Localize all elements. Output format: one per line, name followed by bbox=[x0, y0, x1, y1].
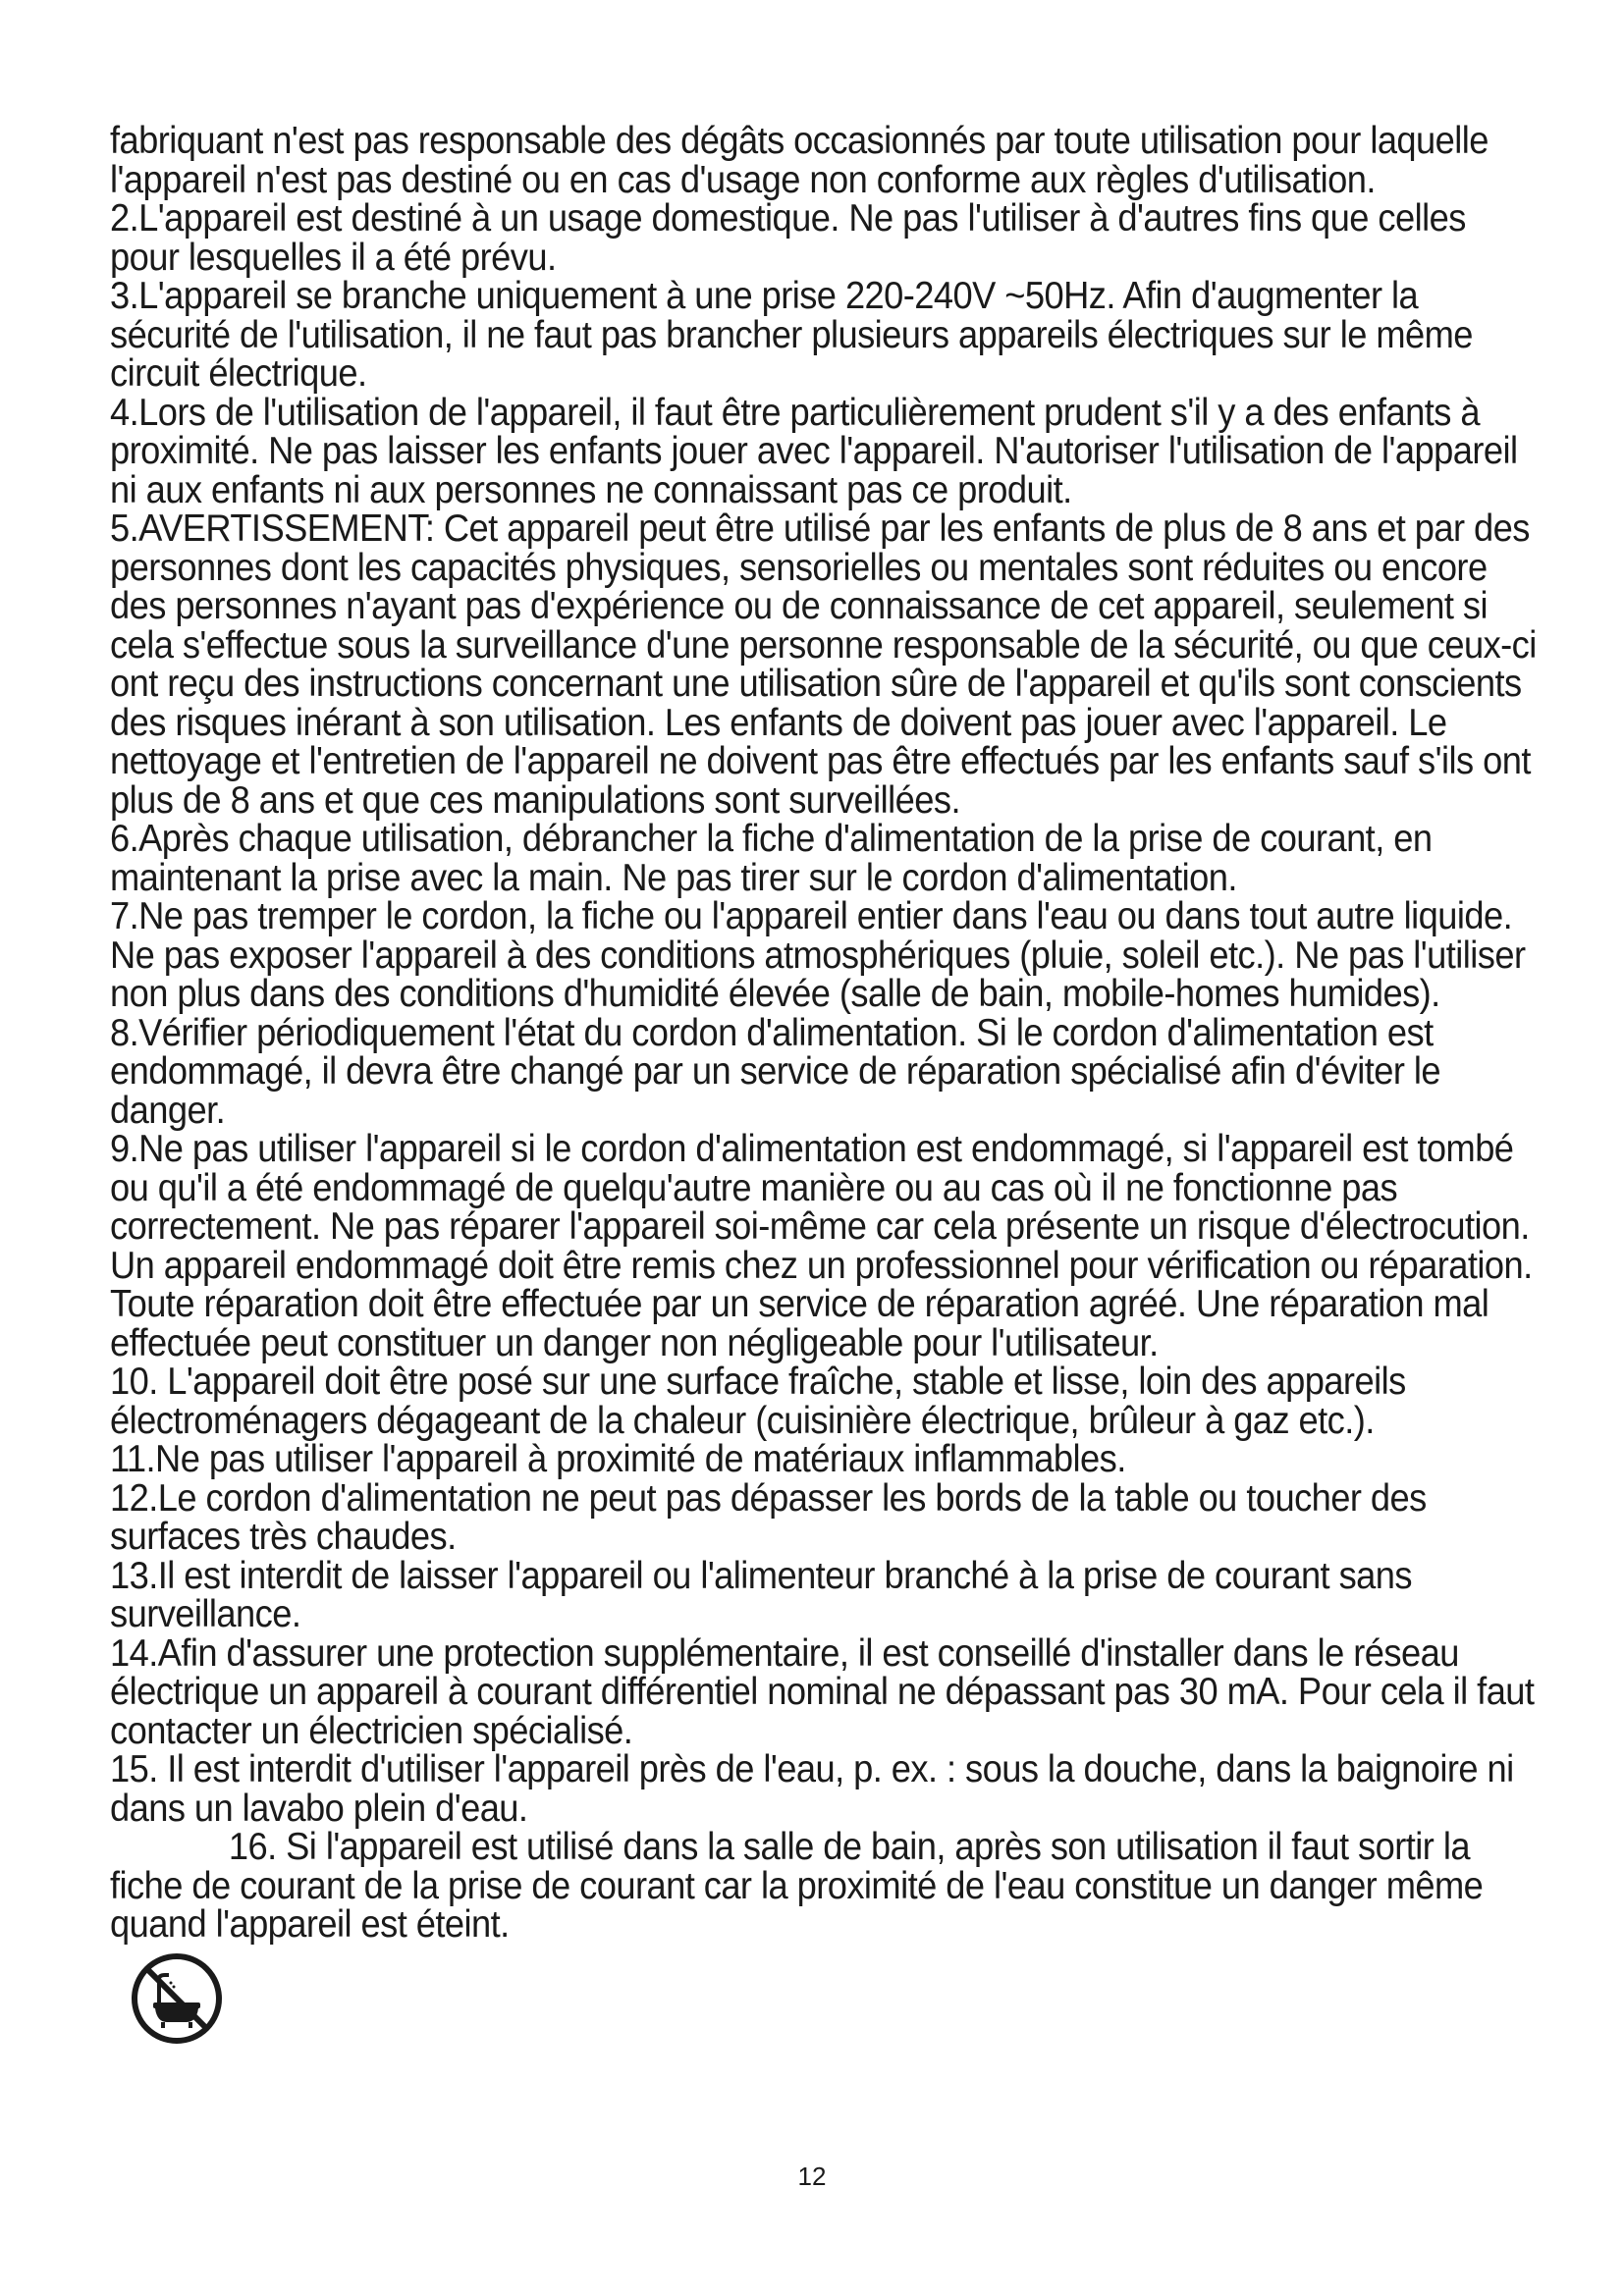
page-number: 12 bbox=[797, 2162, 827, 2191]
no-bathtub-icon bbox=[128, 1949, 226, 2048]
paragraph-14: 14.Afin d'assurer une protection supplémentaire, il est conseillé d'installer dans le réseau électrique un appareil à courant différentiel nominal ne dépassant pas 30 mA. Pour cela il faut contacter un électricien spécialisé. bbox=[110, 1631, 1535, 1752]
paragraph-15: 15. Il est interdit d'utiliser l'appareil près de l'eau, p. ex. : sous la douche, dans la baignoire ni dans un lavabo plein d'eau. bbox=[110, 1748, 1514, 1830]
paragraph-9: 9.Ne pas utiliser l'appareil si le cordon d'alimentation est endommagé, si l'appareil est tombé ou qu'il a été endommagé de quelqu'autre manière ou au cas où il ne fonctionne pas correctement. Ne pas réparer l'appareil soi-même car cela présente un risque d'électrocution. Un appareil endommagé doit être remis chez un professionnel pour vérification ou réparation. Toute réparation doit être effectuée par un service de réparation agréé. Une réparation mal effectuée peut constituer un danger non négligeable pour l'utilisateur. bbox=[110, 1128, 1533, 1364]
paragraph-3: 3.L'appareil se branche uniquement à une prise 220-240V ~50Hz. Afin d'augmenter la sécurité de l'utilisation, il ne faut pas brancher plusieurs appareils électriques sur le même circuit électrique. bbox=[110, 275, 1473, 395]
paragraph-5: 5.AVERTISSEMENT: Cet appareil peut être utilisé par les enfants de plus de 8 ans et par des personnes dont les capacités physiques, sensorielles ou mentales sont réduites ou encore des personnes n'ayant pas d'expérience ou de connaissance de cet appareil, seulement si cela s'effectue sous la surveillance d'une personne responsable de la sécurité, ou que ceux-ci ont reçu des instructions concernant une utilisation sûre de l'appareil et qu'ils sont conscients des risques inérant à son utilisation. Les enfants de doivent pas jouer avec l'appareil. Le nettoyage et l'entretien de l'appareil ne doivent pas être effectués par les enfants sauf s'ils ont plus de 8 ans et que ces manipulations sont surveillées. bbox=[110, 507, 1537, 822]
paragraph-13: 13.Il est interdit de laisser l'appareil ou l'alimenteur branché à la prise de courant sans surveillance. bbox=[110, 1554, 1412, 1635]
document-body bbox=[110, 122, 1543, 1945]
paragraph-16: 16. Si l'appareil est utilisé dans la salle de bain, après son utilisation il faut sortir la fiche de courant de la prise de courant car la proximité de l'eau constitue un danger même quand l'appareil est éteint. bbox=[110, 1826, 1484, 1946]
paragraph-10: 10. L'appareil doit être posé sur une surface fraîche, stable et lisse, loin des appareils électroménagers dégageant de la chaleur (cuisinière électrique, brûleur à gaz etc.). bbox=[110, 1361, 1406, 1442]
paragraph-6: 6.Après chaque utilisation, débrancher la fiche d'alimentation de la prise de courant, en maintenant la prise avec la main. Ne pas tirer sur le cordon d'alimentation. bbox=[110, 818, 1433, 899]
paragraph-2: 2.L'appareil est destiné à un usage domestique. Ne pas l'utiliser à d'autres fins que celles pour lesquelles il a été prévu. bbox=[110, 197, 1466, 279]
paragraph-intro: fabriquant n'est pas responsable des dégâts occasionnés par toute utilisation pour laquelle l'appareil n'est pas destiné ou en cas d'usage non conforme aux règles d'utilisation. bbox=[110, 120, 1489, 201]
paragraph-12: 12.Le cordon d'alimentation ne peut pas dépasser les bords de la table ou toucher des surfaces très chaudes. bbox=[110, 1476, 1427, 1558]
paragraph-7: 7.Ne pas tremper le cordon, la fiche ou l'appareil entier dans l'eau ou dans tout autre liquide. Ne pas exposer l'appareil à des conditions atmosphériques (pluie, soleil etc.). Ne pas l'utiliser non plus dans des conditions d'humidité élevée (salle de bain, mobile-homes humides). bbox=[110, 895, 1526, 1015]
paragraph-8: 8.Vérifier périodiquement l'état du cordon d'alimentation. Si le cordon d'alimentation est endommagé, il devra être changé par un service de réparation spécialisé afin d'éviter le danger. bbox=[110, 1011, 1441, 1132]
paragraph-11: 11.Ne pas utiliser l'appareil à proximité de matériaux inflammables. bbox=[110, 1438, 1126, 1480]
paragraph-4: 4.Lors de l'utilisation de l'appareil, il faut être particulièrement prudent s'il y a des enfants à proximité. Ne pas laisser les enfants jouer avec l'appareil. N'autoriser l'utilisation de l'appareil ni aux enfants ni aux personnes ne connaissant pas ce produit. bbox=[110, 391, 1518, 511]
